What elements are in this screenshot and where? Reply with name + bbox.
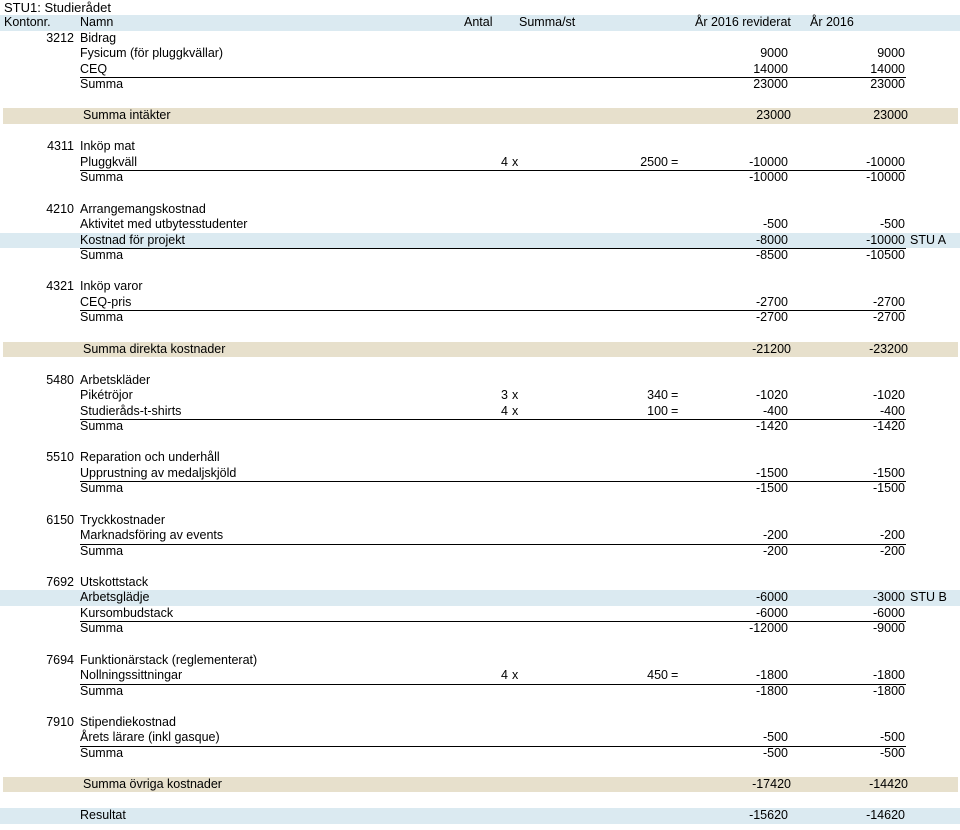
spacer-row: [0, 699, 960, 715]
account-name: Arrangemangskostnad: [80, 201, 206, 216]
account-sum-row: [0, 248, 960, 264]
row-label: Kostnad för projekt: [80, 232, 185, 247]
spacer-row: [0, 761, 960, 777]
amount-cell: -1020: [873, 388, 905, 403]
spacer-row: [0, 93, 960, 109]
revised-amount-cell: -400: [762, 403, 788, 418]
account-sum-row: [0, 170, 960, 186]
account-header-row: [0, 139, 960, 155]
row-label: Summa: [80, 481, 124, 496]
account-sum-row: [0, 310, 960, 326]
amount-cell: -2700: [873, 294, 905, 309]
account-name: Inköp varor: [80, 279, 143, 294]
line-item-row: [0, 590, 960, 606]
amount-cell: -9000: [873, 621, 905, 636]
account-code: 3212: [46, 30, 74, 45]
account-name: Inköp mat: [80, 139, 135, 154]
spacer-row: [0, 326, 960, 342]
line-item-row: [0, 295, 960, 311]
equals-sign: =: [671, 388, 679, 403]
amount-cell: -400: [879, 403, 905, 418]
sheet-title-text: STU1: Studierådet: [4, 0, 111, 15]
row-label: Summa övriga kostnader: [83, 776, 222, 791]
account-name: Bidrag: [80, 30, 117, 45]
note-cell: STU A: [910, 232, 947, 247]
row-label: Resultat: [80, 808, 126, 822]
row-label: Summa: [80, 745, 124, 760]
amount-cell: -10000: [866, 154, 905, 169]
account-name: Funktionärstack (reglementerat): [80, 652, 258, 667]
amount-cell: -14620: [866, 808, 905, 822]
amount-cell: 14000: [870, 61, 905, 76]
quantity-cell: 4: [501, 403, 508, 418]
row-label: Studieråds-t-shirts: [80, 403, 182, 418]
equals-sign: =: [671, 668, 679, 683]
revised-amount-cell: -10000: [749, 170, 788, 185]
revised-amount-cell: -8500: [756, 248, 788, 263]
revised-amount-cell: -1800: [756, 683, 788, 698]
account-name: Arbetskläder: [80, 372, 151, 387]
unit-price-cell: 2500: [640, 154, 668, 169]
line-item-row: [0, 730, 960, 746]
row-label: Summa: [80, 621, 124, 636]
header-summa-st: Summa/st: [519, 15, 576, 29]
row-label: Arbetsglädje: [80, 590, 150, 605]
line-item-row: [0, 606, 960, 622]
account-code: 7692: [46, 574, 74, 589]
amount-cell: -23200: [869, 341, 908, 356]
row-label: Pluggkväll: [80, 154, 137, 169]
account-code: 7910: [46, 714, 74, 729]
row-label: Summa: [80, 543, 124, 558]
account-header-row: [0, 715, 960, 731]
spacer-row: [0, 186, 960, 202]
row-label: Nollningssittningar: [80, 668, 183, 683]
section-total-row: [3, 777, 958, 793]
account-code: 5480: [46, 372, 74, 387]
amount-cell: -10000: [866, 232, 905, 247]
amount-cell: -500: [879, 730, 905, 745]
section-total-row: [3, 108, 958, 124]
amount-cell: -3000: [873, 590, 905, 605]
row-label: Summa direkta kostnader: [83, 341, 226, 356]
line-item-row: [0, 388, 960, 404]
account-header-row: [0, 202, 960, 218]
account-header-row: [0, 31, 960, 47]
line-item-row: [0, 404, 960, 420]
amount-cell: 23000: [870, 77, 905, 92]
line-item-row: [0, 46, 960, 62]
row-label: Aktivitet med utbytesstudenter: [80, 217, 248, 232]
multiply-sign: x: [512, 668, 519, 683]
account-code: 6150: [46, 512, 74, 527]
amount-cell: -1800: [873, 683, 905, 698]
result-row: [0, 808, 960, 824]
amount-cell: -200: [879, 528, 905, 543]
account-sum-row: [0, 481, 960, 497]
multiply-sign: x: [512, 154, 519, 169]
revised-amount-cell: -10000: [749, 154, 788, 169]
row-label: Summa: [80, 77, 124, 92]
account-name: Tryckkostnader: [80, 512, 165, 527]
unit-price-cell: 450: [647, 668, 668, 683]
spacer-row: [0, 264, 960, 280]
revised-amount-cell: -200: [762, 543, 788, 558]
unit-price-cell: 100: [647, 403, 668, 418]
row-label: Summa: [80, 310, 124, 325]
quantity-cell: 3: [501, 388, 508, 403]
line-item-row: [0, 217, 960, 233]
revised-amount-cell: 23000: [753, 77, 788, 92]
revised-amount-cell: -1800: [756, 668, 788, 683]
revised-amount-cell: -1020: [756, 388, 788, 403]
spacer-row: [0, 435, 960, 451]
revised-amount-cell: -2700: [756, 310, 788, 325]
amount-cell: -14420: [869, 776, 908, 791]
account-sum-row: [0, 544, 960, 560]
header-name: Namn: [80, 15, 114, 29]
revised-amount-cell: -500: [762, 730, 788, 745]
account-sum-row: [0, 419, 960, 435]
revised-amount-cell: -2700: [756, 294, 788, 309]
revised-amount-cell: 14000: [753, 61, 788, 76]
quantity-cell: 4: [501, 154, 508, 169]
revised-amount-cell: -500: [762, 745, 788, 760]
equals-sign: =: [671, 154, 679, 169]
quantity-cell: 4: [501, 668, 508, 683]
revised-amount-cell: -1500: [756, 465, 788, 480]
row-label: Årets lärare (inkl gasque): [80, 730, 220, 745]
account-code: 4321: [46, 279, 74, 294]
sheet-title: [0, 0, 960, 16]
revised-amount-cell: -21200: [752, 341, 791, 356]
spacer-row: [0, 559, 960, 575]
account-name: Stipendiekostnad: [80, 714, 176, 729]
spacer-row: [0, 792, 960, 808]
account-name: Reparation och underhåll: [80, 450, 220, 465]
equals-sign: =: [671, 403, 679, 418]
line-item-row: [0, 155, 960, 171]
revised-amount-cell: -1500: [756, 481, 788, 496]
amount-cell: -500: [879, 745, 905, 760]
account-header-row: [0, 653, 960, 669]
account-header-row: [0, 373, 960, 389]
row-label: Summa: [80, 248, 124, 263]
row-label: Kursombudstack: [80, 605, 174, 620]
row-label: Marknadsföring av events: [80, 528, 224, 543]
account-sum-row: [0, 621, 960, 637]
amount-cell: 23000: [873, 108, 908, 123]
revised-amount-cell: -1420: [756, 419, 788, 434]
row-label: Upprustning av medaljskjöld: [80, 465, 237, 480]
account-header-row: [0, 450, 960, 466]
row-label: Summa: [80, 683, 124, 698]
section-total-row: [3, 342, 958, 358]
account-code: 5510: [46, 450, 74, 465]
multiply-sign: x: [512, 403, 519, 418]
account-sum-row: [0, 746, 960, 762]
account-sum-row: [0, 684, 960, 700]
account-header-row: [0, 513, 960, 529]
spacer-row: [0, 124, 960, 140]
line-item-row: [0, 62, 960, 78]
amount-cell: -10000: [866, 170, 905, 185]
line-item-row: [0, 668, 960, 684]
account-header-row: [0, 575, 960, 591]
header-antal: Antal: [464, 15, 493, 29]
revised-amount-cell: -500: [762, 217, 788, 232]
amount-cell: -200: [879, 543, 905, 558]
revised-amount-cell: -15620: [749, 808, 788, 822]
row-label: Fysicum (för pluggkvällar): [80, 46, 224, 61]
row-label: Summa: [80, 170, 124, 185]
revised-amount-cell: -8000: [756, 232, 788, 247]
revised-amount-cell: -17420: [752, 776, 791, 791]
spacer-row: [0, 637, 960, 653]
header-revised: År 2016 reviderat: [695, 15, 791, 29]
row-label: Summa intäkter: [83, 108, 171, 123]
account-code: 4210: [46, 201, 74, 216]
revised-amount-cell: -12000: [749, 621, 788, 636]
note-cell: STU B: [910, 590, 947, 605]
spacer-row: [0, 357, 960, 373]
account-code: 7694: [46, 652, 74, 667]
unit-price-cell: 340: [647, 388, 668, 403]
amount-cell: -1500: [873, 465, 905, 480]
row-label: CEQ-pris: [80, 294, 132, 309]
revised-amount-cell: -6000: [756, 590, 788, 605]
account-header-row: [0, 279, 960, 295]
spacer-row: [0, 497, 960, 513]
line-item-row: [0, 233, 960, 249]
multiply-sign: x: [512, 388, 519, 403]
line-item-row: [0, 528, 960, 544]
amount-cell: -6000: [873, 605, 905, 620]
line-item-row: [0, 466, 960, 482]
amount-cell: 9000: [877, 46, 905, 61]
row-label: Pikétröjor: [80, 388, 133, 403]
amount-cell: -10500: [866, 248, 905, 263]
account-name: Utskottstack: [80, 574, 149, 589]
revised-amount-cell: 23000: [756, 108, 791, 123]
amount-cell: -1800: [873, 668, 905, 683]
column-header-row: [0, 15, 960, 31]
amount-cell: -1500: [873, 481, 905, 496]
amount-cell: -500: [879, 217, 905, 232]
header-year: År 2016: [810, 15, 854, 29]
row-label: CEQ: [80, 61, 108, 76]
account-sum-row: [0, 77, 960, 93]
revised-amount-cell: 9000: [760, 46, 788, 61]
row-label: Summa: [80, 419, 124, 434]
revised-amount-cell: -200: [762, 528, 788, 543]
amount-cell: -1420: [873, 419, 905, 434]
amount-cell: -2700: [873, 310, 905, 325]
revised-amount-cell: -6000: [756, 605, 788, 620]
account-code: 4311: [47, 139, 74, 154]
header-code: Kontonr.: [4, 15, 51, 29]
